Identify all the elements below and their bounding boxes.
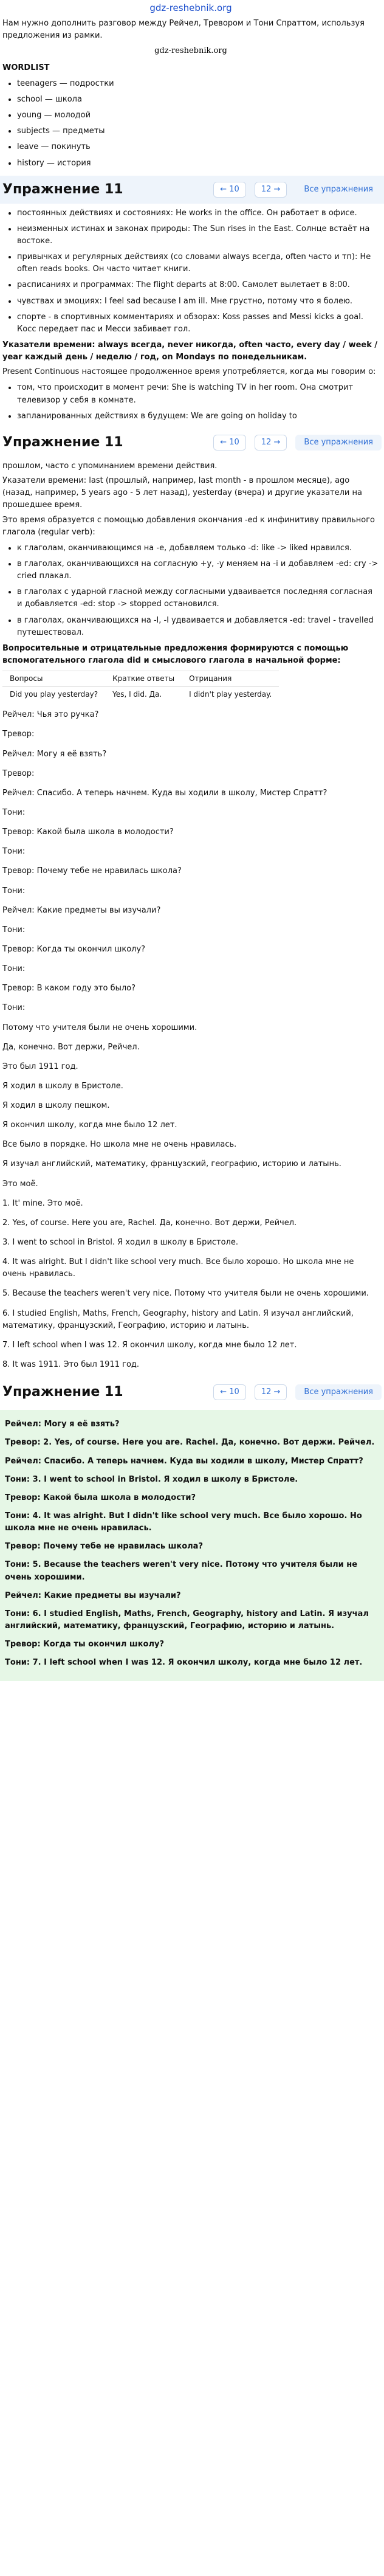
list-item: • в глаголах, оканчивающихся на -l, -l удваивается и добавляется -ed: travel - travelled путешествовал. <box>17 615 379 639</box>
phrase-line: Я ходил в школу пешком. <box>2 1101 110 1111</box>
dialogue-line: Рейчел: Могу я её взять? <box>2 749 107 759</box>
phrase-line: Все было в порядке. Но школа мне не очень нравилась. <box>2 1140 237 1150</box>
dialogue-line: Тревор: Какой была школа в молодости? <box>2 827 174 837</box>
arrow-right-icon: → <box>273 437 281 447</box>
answer-line: 1. It' mine. Это моё. <box>2 1198 83 1208</box>
list-item: • в глаголах, оканчивающихся на согласную +y, -y меняем на -i и добавляем -ed: cry -> cried плакал. <box>17 558 379 582</box>
continuous-list <box>2 382 379 422</box>
past-markers: Указатели времени: last (прошлый, например, last month - в прошлом месяце), ago (назад, например, 5 years ago - 5 лет назад), yesterday (вчера) и другие указатели на прошедшее время. <box>2 476 362 510</box>
list-item: • к глаголам, оканчивающимся на -e, добавляем только -d: like -> liked нравился. <box>17 542 379 554</box>
list-item: • в глаголах с ударной гласной между согласными удваивается последняя согласная и добавляется -ed: stop -> stopped остановился. <box>17 586 379 610</box>
arrow-right-icon: → <box>273 1387 281 1397</box>
exercise-header <box>0 176 384 204</box>
list-item: • subjects — предметы <box>17 125 379 137</box>
dialogue-line: Тревор: <box>2 768 35 778</box>
list-item: • расписаниях и программах: The flight departs at 8:00. Самолет вылетает в 8:00. <box>17 279 379 291</box>
dialogue <box>2 709 379 1371</box>
dialogue-line: Рейчел: Спасибо. А теперь начнем. Куда вы ходили в школу, Мистер Спратт? <box>2 788 327 798</box>
past-rules-list <box>2 542 379 639</box>
wordlist-title: WORDLIST <box>2 63 50 72</box>
final-line: Тони: 3. I went to school in Bristol. Я ходил в школу в Бристоле. <box>5 1474 298 1484</box>
exercise-nav <box>213 1384 382 1400</box>
phrase-line: Да, конечно. Вот держи, Рейчел. <box>2 1042 140 1052</box>
final-line: Рейчел: Могу я её взять? <box>5 1420 120 1429</box>
list-item: • привычках и регулярных действиях (со словами always всегда, often часто и тп): He often reads books. Он часто читает книги. <box>17 251 379 275</box>
dialogue-line: Тревор: <box>2 730 35 739</box>
past-simple-text: прошлом, часто с упоминанием времени действия. <box>2 461 218 471</box>
list-item: • том, что происходит в момент речи: She is watching TV in her room. Она смотрит телевизор у себя в комнате. <box>17 382 379 406</box>
watermark: gdz-reshebnik.org <box>154 46 227 55</box>
answer-line: 4. It was alright. But I didn't like school very much. Все было хорошо. Но школа мне не очень нравилась. <box>2 1257 354 1279</box>
wordlist <box>2 78 379 170</box>
exercise-nav <box>213 435 382 451</box>
answer-line: 5. Because the teachers weren't very nice. Потому что учителя были не очень хорошими. <box>2 1289 369 1299</box>
arrow-left-icon: ← <box>220 184 227 194</box>
table-header: Вопросы <box>2 671 105 687</box>
dialogue-line: Тони: <box>2 925 26 934</box>
phrase-line: Я ходил в школу в Бристоле. <box>2 1081 123 1091</box>
exercise-title: Упражнение 11 <box>2 434 123 450</box>
prev-exercise-button[interactable]: ← 10 <box>213 182 246 198</box>
dialogue-line: Тони: <box>2 1003 26 1013</box>
final-line: Тревор: Какой была школа в молодости? <box>5 1493 196 1502</box>
answer-line: 3. I went to school in Bristol. Я ходил в школу в Бристоле. <box>2 1238 239 1248</box>
table-header: Отрицания <box>182 671 279 687</box>
final-line: Тони: 6. I studied English, Maths, French, Geography, history and Latin. Я изучал английский, математику, французский, Географию, историю и латынь. <box>5 1609 369 1631</box>
dialogue-line: Рейчел: Чья это ручка? <box>2 710 99 720</box>
present-simple-list <box>2 207 379 336</box>
prev-exercise-button[interactable]: ← 10 <box>213 1384 246 1400</box>
continuous-intro: Present Continuous настоящее продолженное время употребляется, когда мы говорим о: <box>2 367 376 377</box>
answer-line: 7. I left school when I was 12. Я окончил школу, когда мне было 12 лет. <box>2 1340 297 1350</box>
all-exercises-button[interactable]: Все упражнения <box>295 1384 382 1400</box>
dialogue-line: Рейчел: Какие предметы вы изучали? <box>2 905 161 915</box>
list-item: • teenagers — подростки <box>17 78 379 90</box>
final-line: Рейчел: Какие предметы вы изучали? <box>5 1590 181 1600</box>
dialogue-line: Тревор: Почему тебе не нравилась школа? <box>2 866 182 876</box>
list-item: • history — история <box>17 157 379 170</box>
final-line: Рейчел: Спасибо. А теперь начнем. Куда вы ходили в школу, Мистер Спратт? <box>5 1456 363 1466</box>
table-cell: I didn't play yesterday. <box>182 686 279 702</box>
arrow-right-icon: → <box>273 184 281 194</box>
list-item: • school — школа <box>17 94 379 106</box>
phrase-line: Потому что учителя были не очень хорошими. <box>2 1023 197 1032</box>
exercise-title: Упражнение 11 <box>2 181 123 197</box>
arrow-left-icon: ← <box>220 437 227 447</box>
table-row <box>2 686 279 702</box>
final-line: Тревор: Почему тебе не нравилась школа? <box>5 1542 203 1552</box>
exercise-title: Упражнение 11 <box>2 1384 123 1400</box>
list-item: • young — молодой <box>17 109 379 122</box>
phrase-line: Это моё. <box>2 1179 38 1189</box>
exercise-header-3 <box>0 1378 384 1406</box>
table-cell: Yes, I did. Да. <box>105 686 182 702</box>
final-line: Тревор: Когда ты окончил школу? <box>5 1640 164 1649</box>
dialogue-line: Тони: <box>2 886 26 896</box>
all-exercises-button[interactable]: Все упражнения <box>295 435 382 451</box>
dialogue-line: Тони: <box>2 807 26 817</box>
final-line: Тони: 7. I left school when I was 12. Я окончил школу, когда мне было 12 лет. <box>5 1658 363 1668</box>
final-line: Тони: 4. It was alright. But I didn't like school very much. Все было хорошо. Но школа мне не очень нравилась. <box>5 1511 362 1533</box>
next-exercise-button[interactable]: 12 → <box>255 1384 287 1400</box>
past-questions: Вопросительные и отрицательные предложения формируются с помощью вспомогательного глагола did и смыслового глагола в начальной форме: <box>2 643 349 665</box>
grammar-table <box>2 671 279 702</box>
next-exercise-button[interactable]: 12 → <box>255 435 287 451</box>
list-item: • постоянных действиях и состояниях: He works in the office. Он работает в офисе. <box>17 207 379 219</box>
phrase-line: Я изучал английский, математику, французский, географию, историю и латынь. <box>2 1159 341 1169</box>
dialogue-line: Тревор: Когда ты окончил школу? <box>2 944 146 954</box>
phrase-line: Это был 1911 год. <box>2 1062 78 1071</box>
exercise-nav <box>213 182 382 198</box>
final-line: Тони: 5. Because the teachers weren't very nice. Потому что учителя были не очень хорошими. <box>5 1560 358 1582</box>
past-formation: Это время образуется с помощью добавления окончания -ed к инфинитиву правильного глагола (regular verb): <box>2 515 375 537</box>
answer-line: 2. Yes, of course. Here you are, Rachel. Да, конечно. Вот держи, Рейчел. <box>2 1218 297 1228</box>
exercise-header-2 <box>0 429 384 457</box>
dialogue-line: Тони: <box>2 964 26 974</box>
dialogue-line: Тони: <box>2 847 26 857</box>
final-line: Тревор: 2. Yes, of course. Here you are. Rachel. Да, конечно. Вот держи. Рейчел. <box>5 1438 375 1448</box>
arrow-left-icon: ← <box>220 1387 227 1397</box>
table-cell: Did you play yesterday? <box>2 686 105 702</box>
time-markers: Указатели времени: always всегда, never никогда, often часто, every day / week / year каждый день / неделю / год, on Mondays по понедельникам. <box>2 340 378 362</box>
list-item: • неизменных истинах и законах природы: The Sun rises in the East. Солнце встаёт на востоке. <box>17 223 379 247</box>
site-header[interactable]: gdz-reshebnik.org <box>149 2 232 13</box>
answer-line: 8. It was 1911. Это был 1911 год. <box>2 1360 140 1370</box>
intro-text: Нам нужно дополнить разговор между Рейчел, Тревором и Тони Спраттом, используя предложения из рамки. <box>2 19 365 41</box>
list-item: • leave — покинуть <box>17 141 379 153</box>
list-item: • спорте - в спортивных комментариях и обзорах: Koss passes and Messi kicks a goal. Косс передает пас и Месси забивает гол. <box>17 311 379 336</box>
phrase-line: Я окончил школу, когда мне было 12 лет. <box>2 1121 177 1130</box>
list-item: • чувствах и эмоциях: I feel sad because I am ill. Мне грустно, потому что я болею. <box>17 295 379 308</box>
next-exercise-button[interactable]: 12 → <box>255 182 287 198</box>
prev-exercise-button[interactable]: ← 10 <box>213 435 246 451</box>
list-item: • запланированных действиях в будущем: We are going on holiday to <box>17 410 379 423</box>
table-row <box>2 671 279 687</box>
dialogue-line: Тревор: В каком году это было? <box>2 984 136 993</box>
table-header: Краткие ответы <box>105 671 182 687</box>
final-dialogue <box>0 1410 384 1681</box>
watermark-row <box>2 45 379 57</box>
all-exercises-button[interactable]: Все упражнения <box>295 182 382 198</box>
answer-line: 6. I studied English, Maths, French, Geography, history and Latin. Я изучал английский, математику, французский, Географию, историю и латынь. <box>2 1308 354 1330</box>
